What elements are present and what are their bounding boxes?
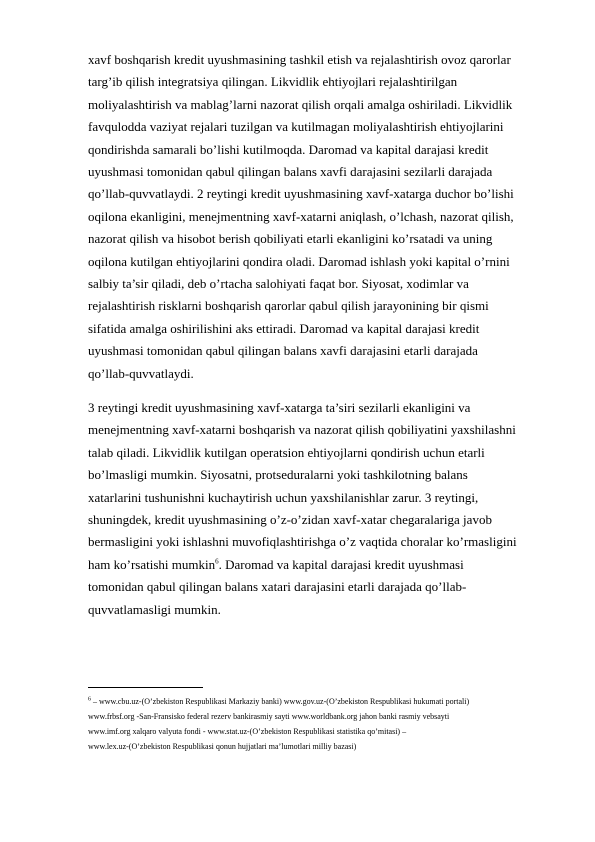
text-fragment: ham ko’rsatishi mumkin: [88, 556, 216, 572]
text-line: oqilona kutilgan ehtiyojlarini qondira oladi. Daromad ishlash yoki kapital o’rnini: [88, 253, 510, 269]
footnote-line: [88, 694, 558, 709]
text-line: salbiy ta’sir qiladi, deb o’rtacha salohiyati faqat bor. Siyosat, xodimlar va: [88, 276, 469, 292]
text-line: qo’llab-quvvatlaydi. 2 reytingi kredit uyushmasining xavf-xatarga duchor bo’lishi: [88, 186, 514, 202]
footnote-line: www.frbsf.org -San-Fransisko federal rezerv bankirasmiy sayti www.worldbank.org jahon banki rasmiy vebsayti: [88, 712, 450, 721]
footnote-reference[interactable]: 6: [215, 557, 219, 566]
footnote-line: www.lex.uz-(O’zbekiston Respublikasi qonun hujjatlari ma’lumotlari milliy bazasi): [88, 742, 357, 751]
text-line: qo’llab-quvvatlaydi.: [88, 365, 194, 381]
text-line: tomonidan qabul qilingan balans xatari darajasini etarli darajada qo’llab-: [88, 579, 467, 595]
footnote-separator: [88, 687, 203, 688]
text-line: bermasligini yoki ishlashni muvofiqlashtirishga o’z vaqtida choralar ko’rmasligini: [88, 534, 517, 550]
footnotes: [88, 694, 558, 754]
text-line: oqilona ekanligini, menejmentning xavf-xatarni aniqlash, o’lchash, nazorat qilish,: [88, 208, 514, 224]
text-line-with-footnote: [88, 554, 548, 576]
text-line: bo’lmasligi mumkin. Siyosatni, protseduralarni yoki tashkilotning balans: [88, 467, 468, 483]
footnote-line: www.imf.org xalqaro valyuta fondi - www.stat.uz-(O’zbekiston Respublikasi statistika qo’mitasi) –: [88, 727, 407, 736]
footnote-text: – www.cbu.uz-(O’zbekiston Respublikasi Markaziy banki) www.gov.uz-(O’zbekiston Respublikasi hukumati portali): [91, 697, 470, 706]
text-line: talab qiladi. Likvidlik kutilgan operatsion ehtiyojlarni qondirish uchun etarli: [88, 444, 485, 460]
text-line: shuningdek, kredit uyushmasining o’z-o’zidan xavf-xatar chegaralariga javob: [88, 512, 492, 528]
text-line: menejmentning xavf-xatarni boshqarish va nazorat qilish qobiliyatini yaxshilashni: [88, 422, 516, 438]
text-line: favqulodda vaziyat rejalari tuzilgan va kutilmagan moliyalashtirish ehtiyojlarini: [88, 119, 504, 135]
text-line: quvvatlamasligi mumkin.: [88, 601, 221, 617]
text-line: targ’ib qilish integratsiya qilingan. Likvidlik ehtiyojlari rejalashtirilgan: [88, 74, 458, 90]
text-line: xatarlarini tushunishni kuchaytirish uchun yaxshilanishlar zarur. 3 reytingi,: [88, 489, 479, 505]
text-line: nazorat qilish va hisobot berish qobiliyati etarli ekanligini ko’rsatadi va uning: [88, 231, 493, 247]
body-paragraph-1: [88, 49, 548, 385]
text-line: 3 reytingi kredit uyushmasining xavf-xatarga ta’siri sezilarli ekanligini va: [88, 400, 471, 415]
text-line: uyushmasi tomonidan qabul qilingan balans xavfi darajasini sezilarli darajada: [88, 164, 493, 180]
text-fragment: . Daromad va kapital darajasi kredit uyushmasi: [218, 556, 464, 572]
text-line: qondirishda samarali bo’lishi kutilmoqda. Daromad va kapital darajasi kredit: [88, 141, 489, 157]
text-line: rejalashtirish risklarni boshqarish qarorlar qabul qilish jarayonining bir qismi: [88, 298, 489, 314]
text-line: xavf boshqarish kredit uyushmasining tashkil etish va rejalashtirish ovoz qarorlar: [88, 52, 511, 67]
text-line: moliyalashtirish va mablag’larni nazorat qilish orqali amalga oshiriladi. Likvidlik: [88, 96, 513, 112]
text-line: sifatida amalga oshirilishini aks ettiradi. Daromad va kapital darajasi kredit: [88, 320, 480, 336]
body-paragraph-2: [88, 397, 548, 621]
text-line: uyushmasi tomonidan qabul qilingan balans xavfi darajasini etarli darajada: [88, 343, 478, 359]
footnote-marker: 6: [88, 696, 91, 703]
